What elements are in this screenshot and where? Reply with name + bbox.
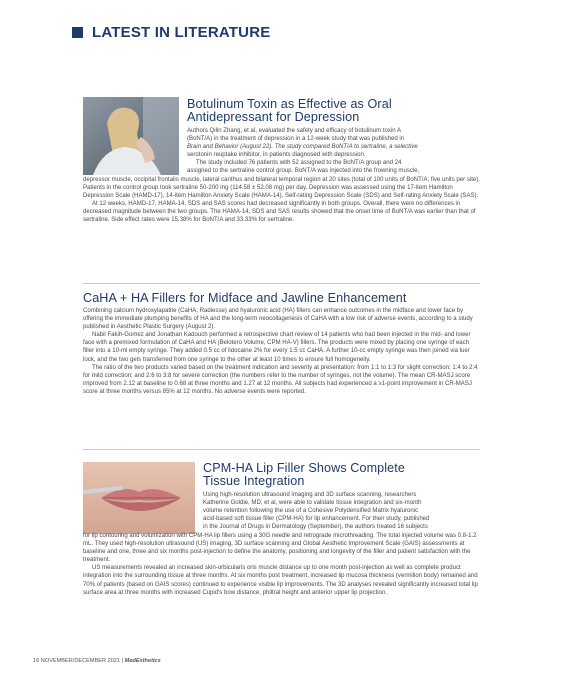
- article-1-title: Botulinum Toxin as Effective as Oral Antidepressant for Depression: [187, 97, 392, 124]
- article-3-body: for lip contouring and volumization with CPM-HA lip fillers using a 30G needle and retrograde microthreading. The total injected volume was 0.8-1.2 mL. They used high-resolution ultrasound (US) imaging, 3D surface scanning and Global Aesthetic Improvement Scale (GAIS) assessments at baseline and one, three and six months post-injection to define the anatomy, positioning and longevity of the filler and patient satisfaction with the treatment. US measurements revealed an increased skin-orbicularis oris muscle distance up to one month post-injection as well as complete product integration into the surrounding tissue at three months. At six months post treatment, increased lip mucosa thickness (vermilion body) remained and 70% of patients (based on GAIS scores) continued to experience visible lip improvements. The 3D analyses revealed significantly increased total lip surface area at three months with increased Cupid's bow distance, philtral height and anterior upper lip projection.: [83, 533, 478, 596]
- intro-journal-line: Brain and Behavior (August 22). The study compared BoNT/A to sertraline, a selective: [187, 144, 418, 151]
- lip-filler-photo: [83, 462, 195, 534]
- article-1-intro: Authors Qilin Zhang, et al, evaluated the safety and efficacy of botulinum toxin A (BoNT/A) in the treatment of depression in a 12-week study that was published in Brain and Behavior (August 22). The study compared BoNT/A to sertraline, a selective serotonin reuptake inhibitor, in patients diagnosed with depression. The study included 76 patients with 52 assigned to the BoNT/A group and 24 assigned to the sertraline control group. BoNT/A was injected into the frowning muscle,: [187, 127, 482, 176]
- page-number: 16: [33, 658, 40, 664]
- issue-date: NOVEMBER/DECEMBER 2021: [40, 658, 121, 664]
- section-title: LATEST IN LITERATURE: [92, 23, 271, 41]
- depression-photo: [83, 97, 179, 175]
- footer-separator: |: [121, 658, 124, 664]
- publication-brand: MedEsthetics: [124, 658, 161, 664]
- section-header: [72, 22, 270, 42]
- article-2-title: CaHA + HA Fillers for Midface and Jawline Enhancement: [83, 291, 407, 305]
- divider-2: [83, 449, 480, 450]
- divider-1: [83, 283, 480, 284]
- article-2-body: Combining calcium hydroxylapatite (CaHA, Radiesse) and hyaluronic acid (HA) fillers can enhance outcomes in the midface and lower face by offering the immediate plumping benefits of HA and the long-term neocollagenesis of CaHA with a low risk of adverse events, according to a study published in Aesthetic Plastic Surgery (August 2). Nabil Fakih-Gomez and Jonathan Kadouch performed a retrospective chart review of 14 patients who had been injected in the mid- and lower face with a premixed formulation of CaHA and HA (Belotero Volume, CPM HA-V) fillers. The products were mixed by placing one syringe of each filler into a 10-ml empty syringe. They added 0.5 cc of lidocaine 2% for every 1.5 cc CaHA. A further 10-cc empty syringe was then joined via luer lock, and the two gels transferred from one syringe to the other at least 10 times to ensure full homogeneity. The ratio of the two products varied based on the treatment indication and severity at presentation: from 1:1 to 1:3 for slight correction; 1:4 to 2:4 for mild correction; and 2:6 to 3:8 for severe correction (the numbers refer to the number of syringes, not the volume). The mean CR-MASJ score improved from 2.12 at baseline to 0.68 at three months and 1.27 at 12 months. All subjects had experienced a ≥1-point improvement in CR-MASJ score at three months versus 85% at 12 months. No adverse events were reported.: [83, 308, 478, 395]
- section-marker: [72, 27, 83, 38]
- article-3-title: CPM-HA Lip Filler Shows Complete Tissue Integration: [203, 461, 405, 488]
- page-footer: [33, 658, 161, 664]
- article-1-body: depressor muscle, occipital frontalis muscle, lateral canthus and bilateral temporal region at 20 sites (total of 100 units of BoNT/A; five units per site). Patients in the control group took sertraline 50-200 mg (114.58 ± 52.08 mg) per day. Depression was assessed using the 17-item Hamilton Depression Scale (HAMD-17), 14-item Hamilton Anxiety Scale (HAMA-14), Self-rating Depression Scale (SDS) and Self-rating Anxiety Scale (SAS). At 12 weeks, HAMD-17, HAMA-14, SDS and SAS scores had decreased significantly in both groups. Overall, there were no differences in decreased magnitude between the two groups. The HAMA-14, SDS and SAS results showed that the onset time of BoNT/A was earlier than that of sertraline. Side effect rates were 15.38% for BoNT/A and 33.33% for sertraline.: [83, 177, 480, 224]
- article-3-intro: Using high-resolution ultrasound imaging and 3D surface scanning, researchers Katherine Goldie, MD, et al, were able to validate tissue integration and six-month volume retention following the use of a Cohesive Polydensified Matrix hyaluronic acid-based soft tissue filler (CPM-HA) for lip enhancement. For their study, published in the Journal of Drugs in Dermatology (September), the authors treated 16 subjects: [203, 492, 430, 531]
